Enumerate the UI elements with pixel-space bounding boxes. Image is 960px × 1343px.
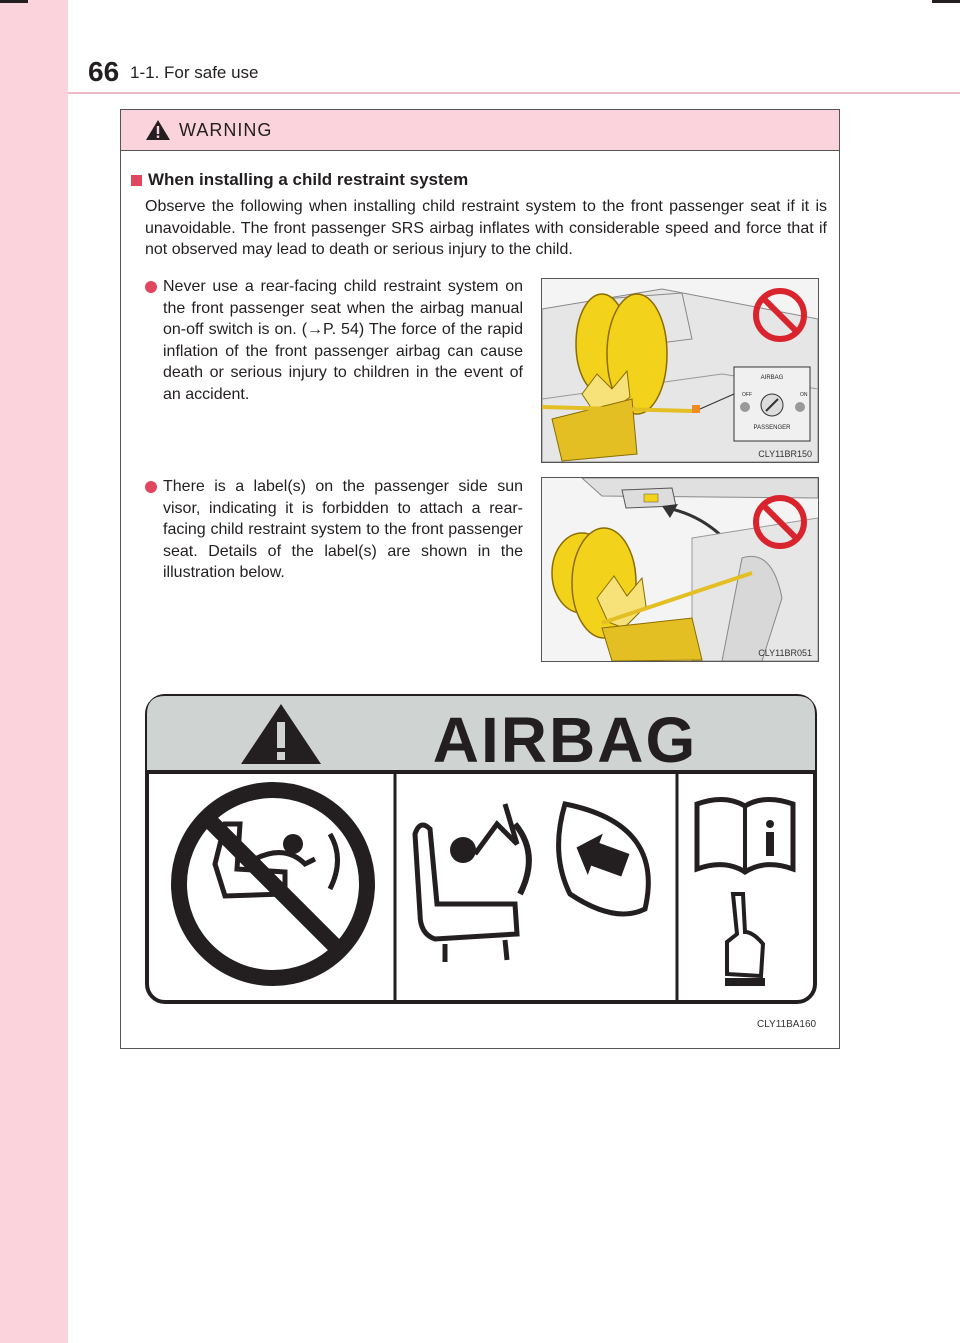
- warning-box: [120, 109, 840, 1049]
- switch-panel-title: AIRBAG: [760, 375, 784, 381]
- bullet-item: [145, 276, 523, 405]
- header-rule: [68, 92, 960, 94]
- subheading: [131, 170, 468, 190]
- crop-mark-left: [0, 0, 28, 3]
- intro-paragraph: Observe the following when installing child restraint system to the front passenger seat if it is unavoidable. The front passenger SRS airbag inflates with considerable speed and force that if not observed may lead to death or serious injury to the child.: [145, 198, 827, 258]
- warning-triangle-icon: [145, 119, 171, 141]
- switch-on-label: ON: [800, 392, 808, 398]
- figure-code: CLY11BR051: [758, 648, 812, 658]
- bullet-item: [145, 476, 523, 584]
- switch-passenger-label: PASSENGER: [753, 425, 791, 431]
- airbag-label-illustration: [145, 694, 817, 1004]
- square-bullet-icon: [131, 175, 142, 186]
- figure-airbag-switch: [541, 278, 819, 463]
- round-bullet-icon: [145, 281, 157, 293]
- warning-header: [121, 110, 839, 151]
- warning-label: WARNING: [179, 119, 273, 140]
- airbag-switch-illustration: [542, 279, 818, 462]
- subheading-text: When installing a child restraint system: [148, 170, 469, 189]
- figure-sun-visor: [541, 477, 819, 662]
- airbag-warning-label: [145, 694, 817, 1004]
- bullet-text: There is a label(s) on the passenger side sun visor, indicating it is forbidden to attach a rear-facing child restraint system to the front passenger seat. Details of the label(s) are shown in the illustration below.: [163, 478, 523, 581]
- round-bullet-icon: [145, 481, 157, 493]
- page-number: 66: [88, 56, 120, 87]
- side-color-band: [0, 0, 68, 1343]
- sun-visor-illustration: [542, 478, 818, 661]
- section-title: 1-1. For safe use: [130, 63, 259, 82]
- bullet-text: Never use a rear-facing child restraint system on the front passenger seat when the airbag manual on-off switch is on. (→P. 54) The force of the rapid inflation of the front passenger airbag can cause death or serious injury to children in the event of an accident.: [163, 278, 523, 403]
- crop-mark-right: [932, 0, 960, 3]
- airbag-label-title: AIRBAG: [432, 704, 698, 776]
- figure-code: CLY11BA160: [757, 1019, 817, 1030]
- switch-off-label: OFF: [742, 392, 752, 398]
- figure-code: CLY11BR150: [758, 449, 812, 459]
